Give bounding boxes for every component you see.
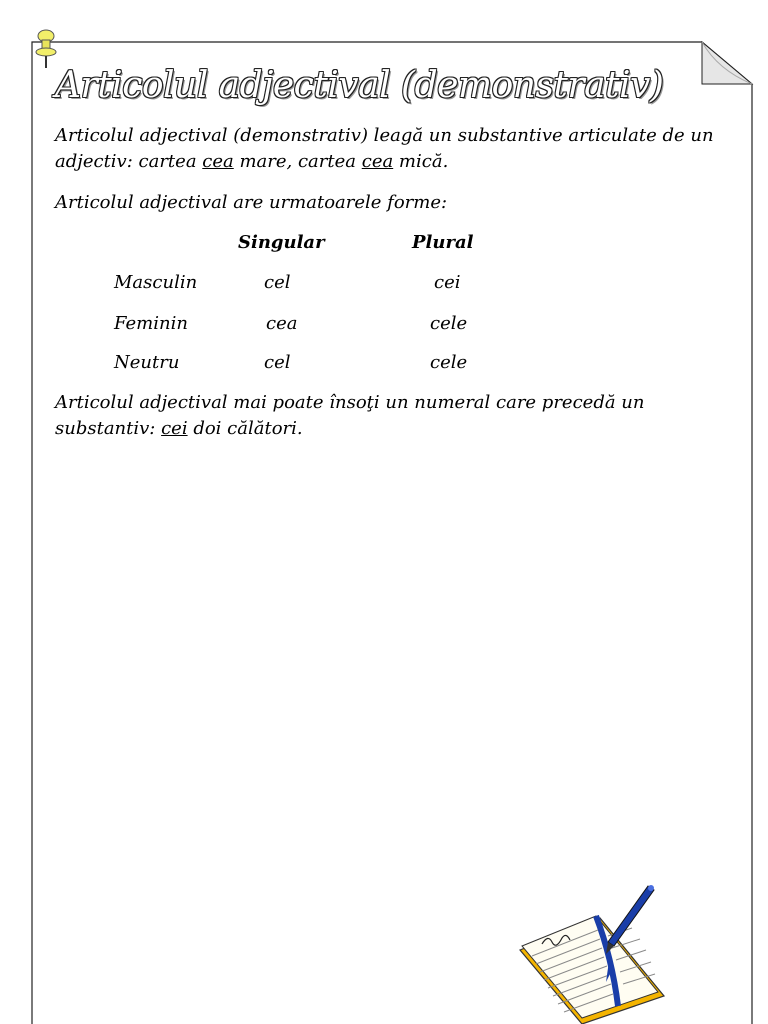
intro-text-middle: mare, cartea: [233, 151, 362, 172]
header-plural: Plural: [412, 232, 474, 253]
row-masculin-plural: cei: [434, 272, 461, 293]
numeral-underlined-example: cei: [161, 418, 188, 439]
row-neutru-gender: Neutru: [114, 352, 180, 373]
row-neutru-plural: cele: [430, 352, 468, 373]
header-singular: Singular: [238, 232, 325, 253]
row-masculin-singular: cel: [264, 272, 291, 293]
open-book-with-pen-icon: [512, 878, 672, 1024]
intro-underlined-example-1: cea: [202, 151, 234, 172]
numeral-paragraph: [55, 390, 715, 442]
forms-intro: Articolul adjectival are urmatoarele forme:: [55, 192, 448, 213]
row-feminin-plural: cele: [430, 313, 468, 334]
intro-paragraph: [55, 123, 715, 175]
row-feminin-gender: Feminin: [114, 313, 188, 334]
row-neutru-singular: cel: [264, 352, 291, 373]
numeral-text-before: Articolul adjectival mai poate însoţi un numeral care precedă un substantiv:: [55, 392, 645, 439]
intro-text-before: Articolul adjectival (demonstrativ) leagă un substantive articulate de un adjectiv: cartea: [55, 125, 714, 172]
page-title: Articolul adjectival (demonstrativ): [55, 65, 664, 106]
row-feminin-singular: cea: [266, 313, 298, 334]
row-masculin-gender: Masculin: [114, 272, 198, 293]
numeral-text-after: doi călători.: [187, 418, 303, 439]
intro-text-after: mică.: [393, 151, 449, 172]
intro-underlined-example-2: cea: [361, 151, 394, 172]
